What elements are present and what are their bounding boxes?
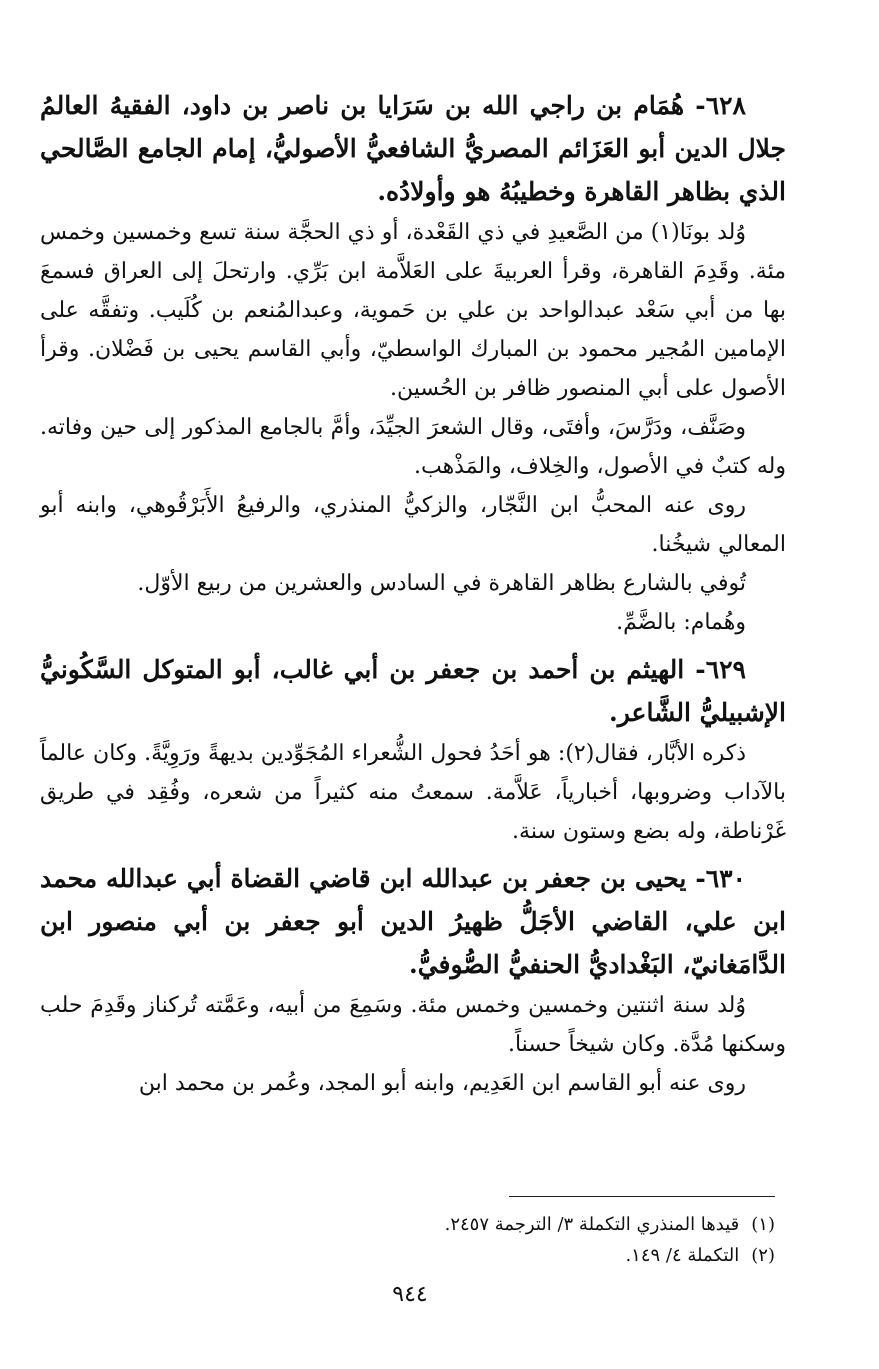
paragraph: روى عنه المحبُّ ابن النَّجّار، والزكيُّ المنذري، والرفيعُ الأَبَرْقُوهي، وابنه أبو المعالي شيخُنا. bbox=[40, 493, 786, 557]
entry-number: ٦٢٨- bbox=[695, 91, 746, 120]
footnote-text: التكملة ٤/ ١٤٩. bbox=[625, 1245, 740, 1266]
paragraph: وهُمام: بالضَّمِّ. bbox=[616, 610, 746, 635]
page-number: ٩٤٤ bbox=[392, 1282, 428, 1307]
footnote-number: (٢) bbox=[751, 1245, 775, 1266]
entry-heading-text: هُمَام بن راجي الله بن سَرَايا بن ناصر بن داود، الفقيهُ العالمُ جلال الدين أبو العَزَائم المصريُّ الشافعيُّ الأصوليُّ، إمام الجامع الصَّالحي الذي بظاهر القاهرة وخطيبُهُ هو وأولادُه. bbox=[40, 91, 786, 206]
entry-heading-628 bbox=[40, 84, 786, 213]
entry-number: ٦٢٩- bbox=[695, 655, 746, 684]
entry-heading-text: يحيى بن جعفر بن عبدالله ابن قاضي القضاة أبي عبدالله محمد ابن علي، القاضي الأجَلُّ ظهيرُ الدين أبو جعفر بن أبي منصور ابن الدَّامَغانيّ، البَغْداديُّ الحنفيُّ الصُّوفيُّ. bbox=[40, 864, 786, 979]
paragraph: روى عنه أبو القاسم ابن العَدِيم، وابنه أبو المجد، وعُمر بن محمد ابن bbox=[138, 1071, 746, 1096]
paragraph: وُلد سنة اثنتين وخمسين وخمس مئة. وسَمِعَ من أبيه، وعَمَّته تُركناز وقَدِمَ حلب وسكنها مُدَّة. وكان شيخاً حسناً. bbox=[40, 993, 786, 1057]
entry-heading-629 bbox=[40, 648, 786, 734]
footnote-number: (١) bbox=[751, 1214, 775, 1235]
entry-heading-text: الهيثم بن أحمد بن جعفر بن أبي غالب، أبو المتوكل السَّكُونيُّ الإشبيليُّ الشَّاعر. bbox=[40, 655, 786, 727]
entry-number: ٦٣٠- bbox=[695, 864, 746, 893]
paragraph: تُوفي بالشارع بظاهر القاهرة في السادس والعشرين من ربيع الأوّل. bbox=[137, 571, 746, 596]
paragraph: وصَنَّف، ودَرَّسَ، وأفتَى، وقال الشعرَ الجيِّدَ، وأمَّ بالجامع المذكور إلى حين وفاته. وله كتبٌ في الأصول، والخِلاف، والمَذْهب. bbox=[40, 415, 786, 479]
paragraph: وُلد بونَا(١) من الصَّعيدِ في ذي القَعْدة، أو ذي الحجَّة سنة تسع وخمسين وخمس مئة. وقَدِمَ القاهرة، وقرأ العربيةَ على العَلاَّمة ابن بَرِّي. وارتحلَ إلى العراق فسمعَ بها من أبي سَعْد عبدالواحد بن علي بن حَموية، وعبدالمُنعم بن كُلَيب. وتفقَّه على الإمامين المُجير محمود بن المبارك الواسطيّ، وأبي القاسم يحيى بن فَضْلان. وقرأ الأصول على أبي المنصور ظافر بن الحُسين. bbox=[40, 220, 786, 401]
footnotes bbox=[300, 1209, 775, 1271]
paragraph: ذكره الأبَّار، فقال(٢): هو أحَدُ فحول الشُّعراء المُجَوِّدين بديهةً ورَوِيَّةً. وكان عالماً بالآداب وضروبها، أخبارياً، عَلاَّمة. سمعتُ منه كثيراً من شعره، وفُقِد في طريق غَرْناطة، وله بضع وستون سنة. bbox=[40, 741, 786, 844]
footnote-divider bbox=[509, 1196, 775, 1197]
page-body bbox=[40, 78, 786, 1103]
footnote bbox=[300, 1240, 775, 1271]
footnote bbox=[300, 1209, 775, 1240]
footnote-text: قيدها المنذري التكملة ٣/ الترجمة ٢٤٥٧. bbox=[444, 1214, 740, 1235]
entry-heading-630 bbox=[40, 857, 786, 986]
